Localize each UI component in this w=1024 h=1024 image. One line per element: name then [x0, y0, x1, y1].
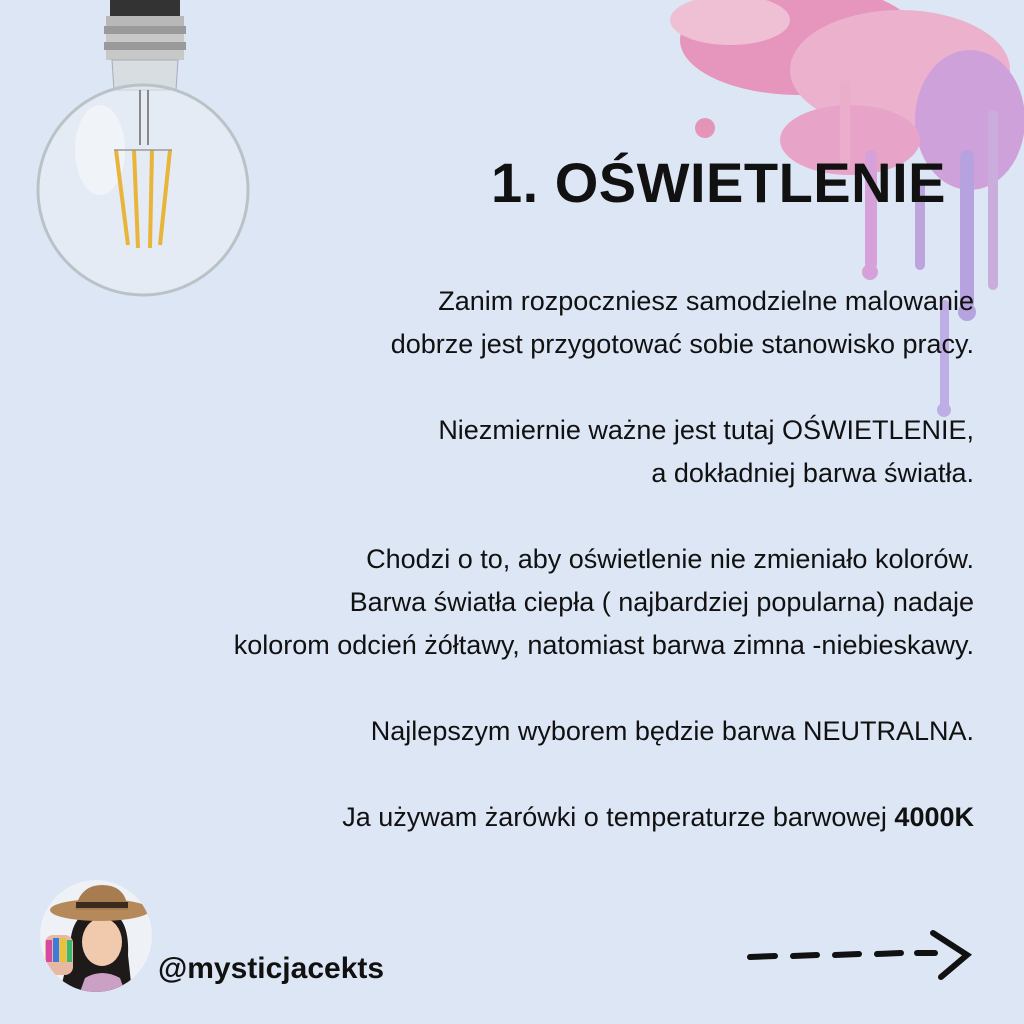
text-line: Najlepszym wyborem będzie barwa NEUTRALNA. — [370, 716, 974, 746]
text-line — [14, 796, 974, 839]
my-choice-text: Ja używam żarówki o temperaturze barwowej — [342, 802, 895, 832]
dashed-arrow-right-icon[interactable] — [745, 925, 975, 985]
text-line: dobrze jest przygotować sobie stanowisko pracy. — [390, 329, 974, 359]
paragraph-my-choice — [14, 796, 974, 839]
text-line: a dokładniej barwa światła. — [651, 458, 974, 488]
light-bulb-icon — [30, 0, 260, 310]
paragraph-intro — [14, 280, 974, 366]
kelvin-value: 4000K — [894, 802, 974, 832]
paragraph-lighting — [14, 409, 974, 495]
body-text — [14, 280, 974, 882]
instagram-handle[interactable]: @mysticjacekts — [158, 952, 385, 985]
text-line: kolorom odcień żółtawy, natomiast barwa zimna -niebieskawy. — [233, 630, 974, 660]
avatar — [40, 880, 152, 992]
paragraph-recommendation — [14, 710, 974, 753]
paragraph-color-temperature — [14, 538, 974, 667]
page-title: 1. OŚWIETLENIE — [490, 151, 946, 214]
text-line: Zanim rozpoczniesz samodzielne malowanie — [438, 286, 974, 316]
text-line: Barwa światła ciepła ( najbardziej popularna) nadaje — [349, 587, 974, 617]
text-line: Niezmiernie ważne jest tutaj OŚWIETLENIE, — [438, 415, 974, 445]
text-line: Chodzi o to, aby oświetlenie nie zmieniało kolorów. — [366, 544, 974, 574]
